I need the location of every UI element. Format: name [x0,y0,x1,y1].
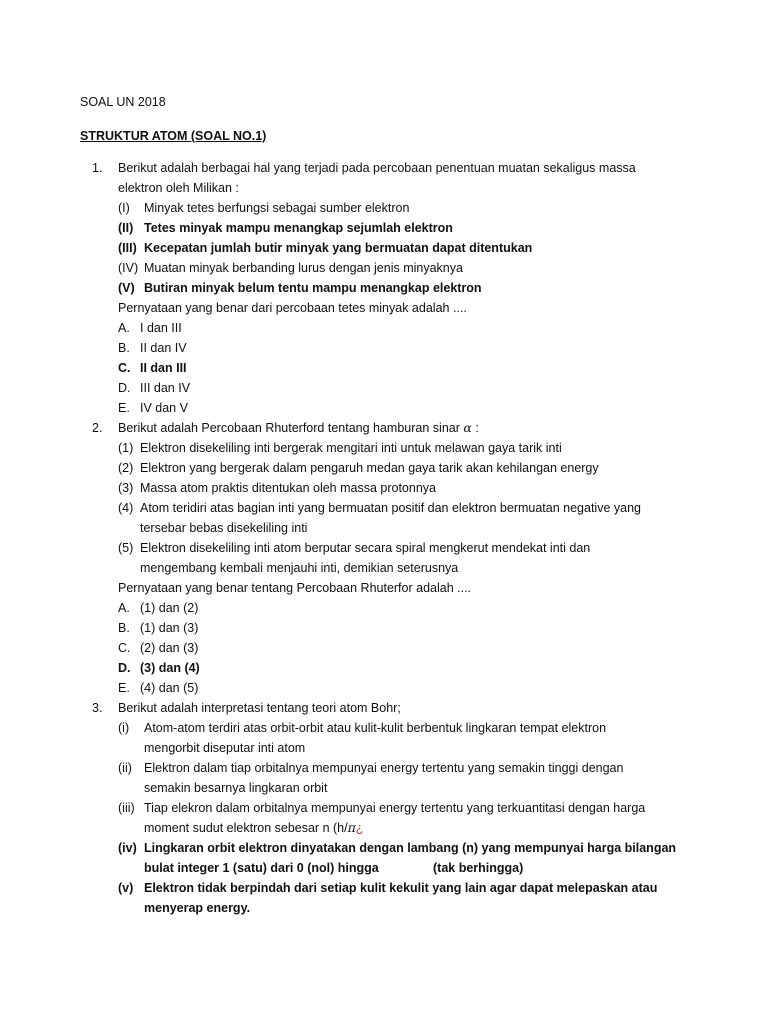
q1-statement-text: Kecepatan jumlah butir minyak yang bermuatan dapat ditentukan [144,241,533,255]
q3-statement-text: semakin besarnya lingkaran orbit [144,781,328,795]
q1-option-text: III dan IV [140,381,191,395]
q3-statement-text: Elektron dalam tiap orbitalnya mempunyai energy tertentu yang semakin tinggi dengan [144,761,624,775]
q2-option-text: (1) dan (2) [140,601,199,615]
q1-statement-text: Muatan minyak berbanding lurus dengan jenis minyaknya [144,261,463,275]
q1-option-label: E. [118,401,130,415]
q3-statement-label: (v) [118,881,134,895]
q2-statement-label: (2) [118,461,134,475]
q1-option-label: A. [118,321,130,335]
q2-number: 2. [92,421,103,435]
q1-stem-line1: Berikut adalah berbagai hal yang terjadi pada percobaan penentuan muatan sekaligus massa [118,161,636,175]
q2-statement-text: Elektron disekeliling inti atom berputar secara spiral mengkerut mendekat inti dan [140,541,591,555]
q2-statement-label: (1) [118,441,134,455]
q2-option-label: D. [118,661,131,675]
inverted-question-glyph: ¿ [355,821,364,835]
q2-statement-text: Massa atom praktis ditentukan oleh massa protonnya [140,481,436,495]
q3-number: 3. [92,701,103,715]
pi-symbol: π [347,820,356,835]
q2-prompt: Pernyataan yang benar tentang Percobaan Rhuterfor adalah .... [118,581,472,595]
q1-statement-label: (III) [118,241,137,255]
q2-option-label: E. [118,681,130,695]
q2-stem [118,418,479,438]
q3-statement-text: Tiap elekron dalam orbitalnya mempunyai energy tertentu yang terkuantitasi dengan harga [144,801,646,815]
q1-statement-text: Minyak tetes berfungsi sebagai sumber elektron [144,201,410,215]
q2-stem-text: Berikut adalah Percobaan Rhuterford tentang hamburan sinar [118,421,460,435]
q3-statement-text: menyerap energy. [144,901,251,915]
q1-statement-label: (I) [118,201,130,215]
q1-option-text: II dan IV [140,341,187,355]
q3-statement-label: (iv) [118,841,137,855]
q3-statement-text: bulat integer 1 (satu) dari 0 (nol) hingga [144,861,379,875]
q1-option-text: IV dan V [140,401,188,415]
q2-statement-label: (3) [118,481,134,495]
q2-statement-text: Atom teridiri atas bagian inti yang bermuatan positif dan elektron bermuatan negative yang [140,501,641,515]
section-heading: STRUKTUR ATOM (SOAL NO.1) [80,129,267,143]
q3-statement-label: (i) [118,721,130,735]
q1-option-text: I dan III [140,321,182,335]
q3-statement-text-part: moment sudut elektron sebesar n (h/ [144,821,348,835]
q2-option-label: C. [118,641,131,655]
q1-option-label: B. [118,341,130,355]
q2-statement-text: mengembang kembali menjauhi inti, demikian seterusnya [140,561,459,575]
q1-statement-label: (IV) [118,261,139,275]
q3-statement-text: Atom-atom terdiri atas orbit-orbit atau kulit-kulit berbentuk lingkaran tempat elektron [144,721,607,735]
q3-statement-text: Lingkaran orbit elektron dinyatakan dengan lambang (n) yang mempunyai harga bilangan [144,841,677,855]
q1-option-label: D. [118,381,131,395]
q2-option-text: (4) dan (5) [140,681,199,695]
q3-statement-text: (tak berhingga) [433,861,524,875]
q2-statement-text: Elektron disekeliling inti bergerak mengitari inti untuk melawan gaya tarik inti [140,441,562,455]
q2-option-text: (3) dan (4) [140,661,200,675]
q1-number: 1. [92,161,103,175]
q1-prompt: Pernyataan yang benar dari percobaan tetes minyak adalah .... [118,301,467,315]
alpha-symbol: α [463,420,472,435]
q2-statement-label: (4) [118,501,134,515]
q1-option-label: C. [118,361,131,375]
q1-stem-line2: elektron oleh Milikan : [118,181,239,195]
q1-statement-label: (V) [118,281,135,295]
q2-statement-text: Elektron yang bergerak dalam pengaruh medan gaya tarik akan kehilangan energy [140,461,599,475]
q3-statement-text [144,818,363,838]
q2-option-text: (1) dan (3) [140,621,199,635]
q1-statement-text: Tetes minyak mampu menangkap sejumlah elektron [144,221,453,235]
q3-statement-text: mengorbit diseputar inti atom [144,741,306,755]
doc-title: SOAL UN 2018 [80,95,166,109]
q2-stem-colon: : [475,421,479,435]
q2-option-label: B. [118,621,130,635]
q1-option-text: II dan III [140,361,187,375]
q3-statement-label: (ii) [118,761,132,775]
q2-statement-text: tersebar bebas disekeliling inti [140,521,308,535]
q1-statement-text: Butiran minyak belum tentu mampu menangkap elektron [144,281,482,295]
q3-statement-label: (iii) [118,801,135,815]
q2-option-label: A. [118,601,130,615]
q3-statement-text: Elektron tidak berpindah dari setiap kulit kekulit yang lain agar dapat melepaskan atau [144,881,658,895]
q2-option-text: (2) dan (3) [140,641,199,655]
q3-stem: Berikut adalah interpretasi tentang teori atom Bohr; [118,701,401,715]
q1-statement-label: (II) [118,221,134,235]
q2-statement-label: (5) [118,541,134,555]
